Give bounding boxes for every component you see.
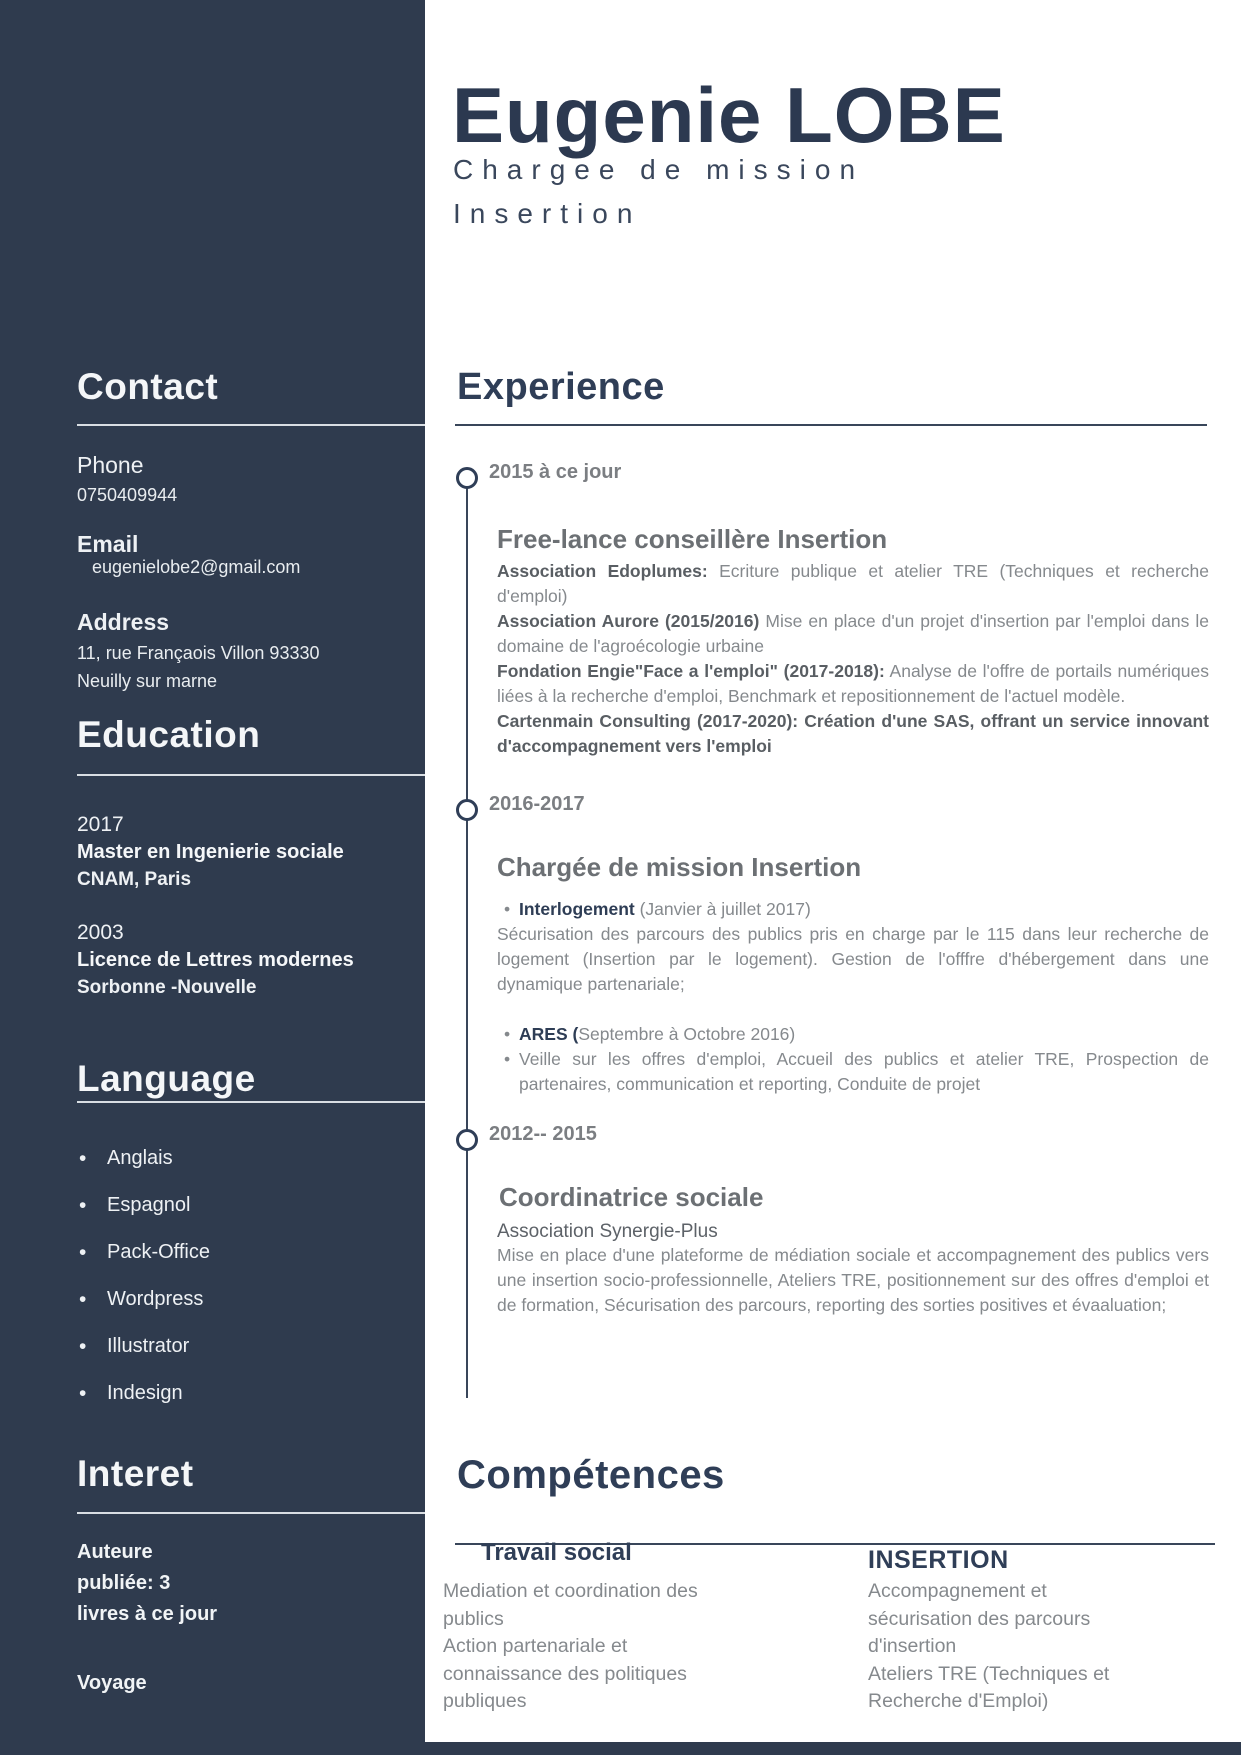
entry-period: 2016-2017	[489, 793, 585, 815]
org-name: Interlogement	[519, 899, 635, 919]
phone-value: 0750409944	[77, 485, 178, 505]
education-year: 2003	[77, 921, 124, 944]
competences-column-items	[868, 1578, 1138, 1716]
org-name: Fondation Engie"Face a l'emploi" (2017-2018):	[497, 661, 885, 681]
person-title-line: Insertion	[453, 198, 642, 229]
competences-heading: Compétences	[457, 1453, 725, 1497]
education-degree: Licence de Lettres modernes	[77, 949, 354, 971]
org-name: Cartenmain Consulting (2017-2020): Création d'une SAS, offrant un service innovant d'accompagnement vers l'emploi	[497, 711, 1209, 756]
interet-item-auteure	[77, 1537, 217, 1630]
entry-paragraph	[497, 559, 1209, 609]
bullet-item	[497, 1022, 1209, 1047]
person-name: Eugenie LOBE	[452, 71, 1006, 159]
language-divider	[77, 1101, 425, 1103]
person-title-line: Chargee de mission	[453, 154, 865, 185]
interet-line: Auteure	[77, 1541, 153, 1563]
timeline-dot	[456, 467, 478, 489]
experience-heading: Experience	[457, 366, 665, 408]
org-name: ARES (	[519, 1024, 579, 1044]
timeline-line	[466, 487, 468, 1398]
contact-divider	[77, 424, 425, 426]
education-divider	[77, 774, 425, 776]
paragraph-text: Analyse de l'offre de portails numériques liées à la recherche d'emploi, Benchmark et repositionnement de l'actuel modèle.	[497, 661, 1209, 706]
entry-title: Chargée de mission Insertion	[497, 852, 862, 882]
education-heading: Education	[77, 714, 261, 755]
interet-line: livres à ce jour	[77, 1603, 218, 1625]
language-item: • Illustrator	[77, 1323, 210, 1370]
entry-organization: Association Synergie-Plus	[497, 1221, 718, 1242]
entry-period: 2012-- 2015	[489, 1123, 597, 1145]
language-item: • Pack-Office	[77, 1229, 210, 1276]
competence-item: Action partenariale et connaissance des politiques publiques	[443, 1635, 687, 1712]
language-list	[77, 1135, 210, 1417]
entry-title: Free-lance conseillère Insertion	[497, 524, 888, 554]
language-item: • Anglais	[77, 1135, 210, 1182]
interet-line: publiée: 3	[77, 1572, 171, 1594]
education-item	[77, 812, 344, 894]
org-name: Association Edoplumes:	[497, 561, 708, 581]
competences-column-items	[443, 1578, 723, 1716]
paragraph-text: Mise en place d'un projet d'insertion par l'emploi dans le domaine de l'agroécologie urbaine	[497, 611, 1210, 656]
education-school: CNAM, Paris	[77, 869, 192, 890]
email-label: Email	[77, 531, 139, 557]
bottom-accent-bar	[392, 1742, 1241, 1755]
language-heading: Language	[77, 1058, 256, 1099]
person-title	[453, 148, 864, 236]
entry-description: Mise en place d'une plateforme de médiation sociale et accompagnement des publics vers une insertion socio-professionnelle, Ateliers TRE, positionnement sur des offres d'emploi et de formation, Sécurisation des parcours, reporting des sorties positives et évaaluation;	[497, 1245, 1209, 1315]
timeline-dot	[456, 1129, 478, 1151]
bullet-item	[497, 897, 1209, 922]
entry-title: Coordinatrice sociale	[499, 1182, 764, 1212]
competence-item: Ateliers TRE (Techniques et Recherche d'Emploi)	[868, 1662, 1110, 1712]
language-item: • Indesign	[77, 1370, 210, 1417]
entry-paragraph	[497, 609, 1209, 659]
competences-column-heading: INSERTION	[868, 1546, 1009, 1574]
paragraph-text: Ecriture publique et atelier TRE (Techniques et recherche d'emploi)	[497, 561, 1209, 606]
education-degree: Master en Ingenierie sociale	[77, 841, 344, 863]
bullet-item: • Veille sur les offres d'emploi, Accueil des publics et atelier TRE, Prospection de partenaires, communication et reporting, Conduite de projet	[497, 1047, 1209, 1097]
experience-divider	[455, 424, 1207, 426]
entry-period: 2015 à ce jour	[489, 461, 622, 483]
interet-item-voyage: Voyage	[77, 1672, 147, 1694]
interet-heading: Interet	[77, 1453, 194, 1494]
language-item: • Wordpress	[77, 1276, 210, 1323]
competences-column-heading: Travail social	[481, 1539, 632, 1566]
timeline-dot	[456, 799, 478, 821]
education-school: Sorbonne -Nouvelle	[77, 977, 257, 998]
email-value: eugenielobe2@gmail.com	[92, 557, 301, 577]
bullet-text: (Janvier à juillet 2017)	[634, 899, 811, 919]
competence-item: Accompagnement et sécurisation des parcours d'insertion	[868, 1580, 1091, 1657]
education-year: 2017	[77, 813, 124, 836]
contact-heading: Contact	[77, 366, 219, 407]
entry-description	[497, 559, 1209, 759]
address-line-2: Neuilly sur marne	[77, 671, 218, 691]
entry-paragraph	[497, 709, 1209, 759]
entry-paragraph: Sécurisation des parcours des publics pris en charge par le 115 dans leur recherche de logement (Insertion par le logement). Gestion de l'offfre d'hébergement dans une dynamique partenariale;	[497, 924, 1209, 994]
org-name: Association Aurore (2015/2016)	[497, 611, 760, 631]
phone-label: Phone	[77, 452, 144, 478]
entry-paragraph	[497, 659, 1209, 709]
address-label: Address	[77, 609, 170, 635]
education-item	[77, 920, 354, 1002]
language-item: • Espagnol	[77, 1182, 210, 1229]
interet-divider	[77, 1512, 425, 1514]
entry-description	[497, 897, 1209, 1097]
bullet-text: Septembre à Octobre 2016)	[578, 1024, 796, 1044]
address-line-1: 11, rue Françaois Villon 93330	[77, 643, 320, 663]
competence-item: Mediation et coordination des publics	[443, 1580, 698, 1630]
